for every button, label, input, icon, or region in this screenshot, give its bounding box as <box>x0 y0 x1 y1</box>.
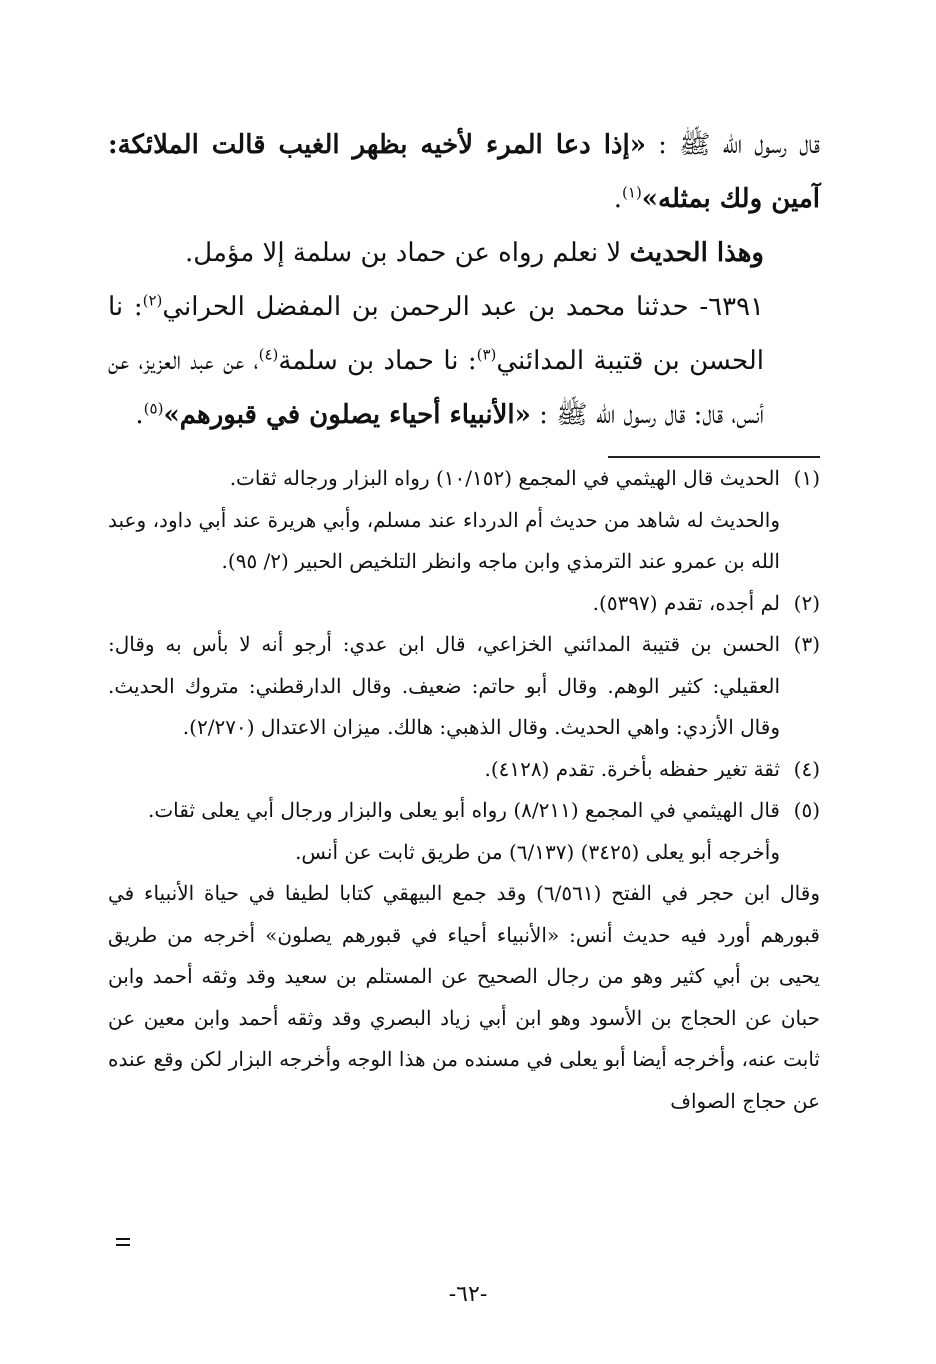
comment-text: لا نعلم رواه عن حماد بن سلمة إلا مؤمل. <box>185 238 630 268</box>
hadith-quote: «إذا دعا المرء لأخيه بظهر الغيب قالت الملائكة: آمين ولك بمثله» <box>108 130 820 214</box>
footnote-text: والحديث له شاهد من حديث أم الدرداء عند مسلم، وأبي هريرة عند أبي داود، وعبد الله بن عمرو عند الترمذي وابن ماجه وانظر التلخيص الحبير (٢/ ٩٥). <box>108 507 780 573</box>
comment-bold: وهذا الحديث <box>629 238 764 268</box>
footnote-ref-4[interactable]: (٤) <box>258 345 279 364</box>
main-text <box>108 118 820 442</box>
footnote-text: الحديث قال الهيثمي في المجمع (١٠/١٥٢) رواه البزار ورجاله ثقات. <box>229 466 780 490</box>
sentence-end: . <box>135 400 144 430</box>
footnote-ref-5[interactable]: (٥) <box>143 399 164 418</box>
comment-paragraph <box>108 226 820 280</box>
isnad-part-1: ٦٣٩١- حدثنا محمد بن عبد الرحمن بن المفضل الحراني <box>162 292 765 322</box>
footnote-text: وقال ابن حجر في الفتح (٦/٥٦١) وقد جمع البيهقي كتابا لطيفا في حياة الأنبياء في قبورهم أورد فيه حديث أنس: «الأنبياء أحياء في قبورهم يصلون» أخرجه من طريق يحيى بن أبي كثير وهو من رجال الصحيح عن المستلم بن سعيد وقد وثقه أحمد وابن حبان عن الحجاج بن الأسود وهو ابن أبي زياد البصري وقد وثقه أحمد وابن معين عن ثابت عنه، وأخرجه أيضا أبو يعلى في مسنده من هذا الوجه وأخرجه البزار لكن وقع عنده عن حجاج الصواف <box>108 881 820 1113</box>
isnad-part-2: : نا الحسن بن قتيبة المدائني <box>108 292 764 376</box>
hadith-intro: قال رسول الله ﷺ : <box>645 130 821 160</box>
footnote-number: (٥) <box>793 798 820 822</box>
continuation-mark <box>116 1238 130 1250</box>
footnotes-section <box>108 458 820 1122</box>
footnote-number: (١) <box>793 466 820 490</box>
footnote-5 <box>108 790 820 832</box>
footnote-text: قال الهيثمي في المجمع (٨/٢١١) رواه أبو يعلى والبزار ورجال أبي يعلى ثقات. <box>147 798 780 822</box>
page-number: -٦٢- <box>448 1282 488 1307</box>
footnote-ref-3[interactable]: (٣) <box>476 345 497 364</box>
footnote-2 <box>108 583 820 625</box>
footnote-body <box>108 458 780 583</box>
hadith-quote-2: «الأنبياء أحياء يصلون في قبورهم» <box>163 400 531 430</box>
footnote-text: الحسن بن قتيبة المدائني الخزاعي، قال ابن عدي: أرجو أنه لا بأس به وقال: العقيلي: كثير الوهم. وقال أبو حاتم: ضعيف. وقال الدارقطني: متروك الحديث. وقال الأزدي: واهي الحديث. وقال الذهبي: هالك. ميزان الاعتدال (٢/٢٧٠). <box>108 632 781 739</box>
isnad-part-3: : نا حماد بن سلمة <box>278 346 477 376</box>
footnote-4 <box>108 749 820 791</box>
footnote-ref-1[interactable]: (١) <box>622 183 642 202</box>
sentence-end: . <box>613 184 623 214</box>
footnote-3 <box>108 624 820 749</box>
footnote-1 <box>108 458 820 583</box>
footnote-text: لم أجده، تقدم (٥٣٩٧). <box>592 590 780 615</box>
isnad-part-4: ، عن عبد العزيز، عن أنس، قال: قال رسول الله ﷺ : <box>108 346 764 430</box>
footnote-body <box>108 790 780 832</box>
footnote-number: (٤) <box>793 756 820 781</box>
hadith-paragraph-1 <box>108 118 820 226</box>
footnote-text: ثقة تغير حفظه بأخرة. تقدم (٤١٢٨). <box>484 756 780 781</box>
hadith-paragraph-2 <box>108 280 820 442</box>
footnote-number: (٢) <box>793 590 820 615</box>
footnote-text: وأخرجه أبو يعلى (٣٤٢٥) (٦/١٣٧) من طريق ثابت عن أنس. <box>295 839 780 864</box>
footnote-ref-2[interactable]: (٢) <box>142 291 163 310</box>
footnote-number: (٣) <box>793 632 820 656</box>
